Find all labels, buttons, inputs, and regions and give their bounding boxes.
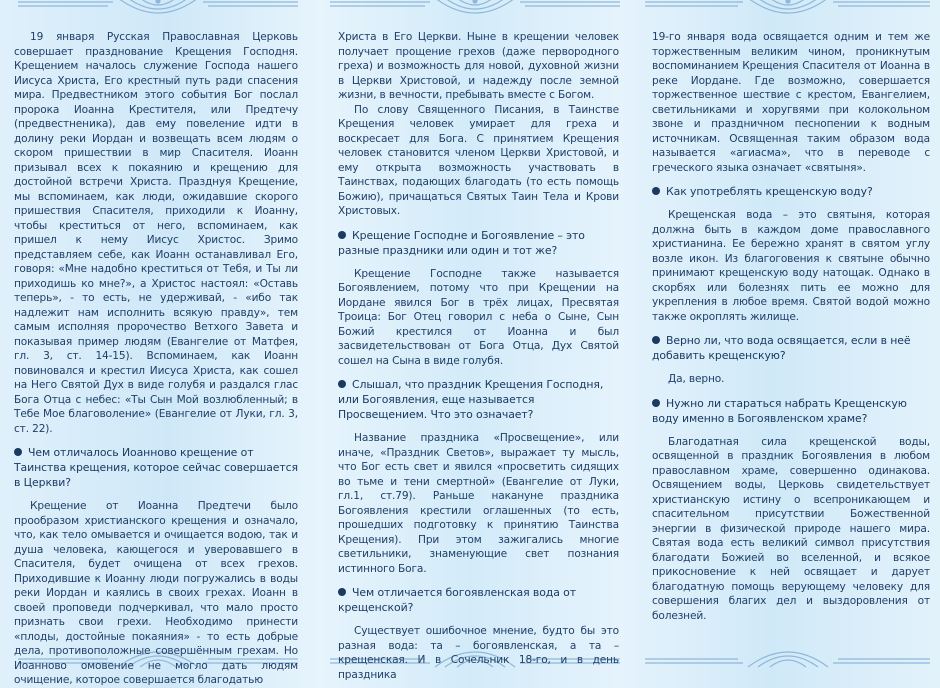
paragraph: Христа в Его Церкви. Ныне в крещении человек получает прощение грехов (даже первородного греха) и возможность для новой, духовной жизни в Церкви Христовой, и надежду после земной жизни, в вечности, пребывать вместе с Богом. — [338, 31, 619, 101]
paragraph: По слову Священного Писания, в Таинстве Крещения человек умирает для греха и воскресает для Бога. С принятием Крещения человек становится членом Церкви Христовой, и ему открыта возможность участвовать в Таинствах, подающих благодать (то есть помощь Божию), причащаться Святых Таин Тела и Крови Христовых. — [338, 103, 619, 217]
paragraph: Существует ошибочное мнение, будто бы это разная вода: та – богоявленская, а та – крещенская. И в Сочельник 18-го, и в день праздника — [338, 625, 619, 681]
block-spacer — [652, 426, 930, 435]
question-heading — [338, 228, 619, 258]
block-spacer — [338, 368, 619, 377]
paragraph: 19-го января вода освящается одним и тем же торжественным великим чином, проникнутым воспоминанием Крещения Спасителя от Иоанна в реке Иордане. Где возможно, совершается торжественное шествие с крестом, Евангелием, светильниками и хоругвями при колокольном звоне и праздничном песнопении к водным источникам. Освященная таким образом вода называется «агиасма», что в переводе с греческого языка означает «святыня». — [652, 31, 930, 174]
text-column-1 — [0, 0, 314, 686]
question-text: Как употреблять крещенскую воду? — [666, 185, 873, 198]
paragraph: Название праздника «Просвещение», или иначе, «Праздник Светов», выражает ту мысль, что Бог есть свет и явился «просветить сидящих во тьме и тени смертной» (Евангелие от Луки, гл.1, ст.79). Раньше накануне праздника Богоявления крестили оглашенных (то есть, прошедших подготовку к принятию Таинства Крещения). При этом зажигались многие светильники, знаменующие свет познания истинного Бога. — [338, 432, 619, 575]
block-spacer — [14, 436, 298, 445]
question-heading — [652, 333, 930, 363]
question-text: Чем отличалось Иоанново крещение от Таинства крещения, которое сейчас совершается в Церкви? — [14, 446, 298, 489]
block-spacer — [652, 199, 930, 208]
block-spacer — [652, 324, 930, 333]
question-text: Чем отличается богоявленская вода от крещенской? — [338, 586, 576, 614]
bullet-icon — [652, 187, 660, 195]
block-spacer — [338, 422, 619, 431]
bullet-icon — [338, 231, 346, 239]
bullet-icon — [338, 588, 346, 596]
paragraph: Благодатная сила крещенской воды, освященной в праздник Богоявления в любом православном храме, совершенно одинакова. Освящением воды, Церковь свидетельствует христианскую истину о всепроникающем и спасительном присутствии Божественной энергии в физической природе нашего мира. Святая вода есть великий символ присутствия благодати Божией во вселенной, и всякое прикосновение к ней освящает и дарует благодатную помощь верующему человеку для совершения благих дел и выздоровления от болезней. — [652, 435, 930, 622]
question-text: Нужно ли стараться набрать Крещенскую воду именно в Богоявленском храме? — [652, 396, 907, 425]
text-column-2 — [314, 0, 627, 681]
bullet-icon — [652, 399, 660, 407]
block-spacer — [652, 387, 930, 396]
block-spacer — [338, 576, 619, 585]
paragraph: Крещение Господне также называется Богоявлением, потому что при Крещении на Иордане явился Бог в трёх лицах, Пресвятая Троица: Бог Отец говорил с неба о Сыне, Сын Божий крестился от Иоанна и был засвидетельствован от Бога Отца, Дух Святой сошел на Сына в виде голубя. — [338, 267, 619, 367]
paragraph: Да, верно. — [668, 373, 725, 385]
bullet-icon — [14, 448, 22, 456]
question-heading — [652, 184, 930, 199]
question-heading — [14, 445, 298, 490]
paragraph: Крещенская вода – это святыня, которая должна быть в каждом доме православного христианина. Ее бережно хранят в святом углу возле икон. Из благоговения к святыне обычно принимают крещенскую воду натощак. Однако в скорбях или болезнях пить ее можно для укрепления в любое время. Святой водой можно также окроплять жилище. — [652, 209, 930, 323]
question-text: Верно ли, что вода освящается, если в неё добавить крещенскую? — [652, 334, 911, 362]
question-heading — [338, 585, 619, 615]
block-spacer — [14, 490, 298, 499]
block-spacer — [338, 258, 619, 267]
block-spacer — [338, 219, 619, 228]
question-heading — [338, 377, 619, 422]
question-heading — [652, 396, 930, 426]
paragraph: Крещение от Иоанна Предтечи было прообразом христианского крещения и означало, что, как тело омывается и очищается водою, так и душа человека, кающегося и уверовавшего в Спасителя, будет очищена от всех грехов. Приходившие к Иоанну люди погружались в воды реки Иордан и каялись в своих грехах. Иоанн в своей проповеди подчеркивал, что мало просто признать свои грехи. Необходимо принести «плоды, достойные покаяния» - то есть добрые дела, противоположные совершённым грехам. Но Иоанново омовение не могло дать людям очищение, которое совершается благодатью — [14, 500, 298, 686]
block-spacer — [652, 175, 930, 184]
block-spacer — [652, 363, 930, 372]
block-spacer — [338, 615, 619, 624]
question-text: Крещение Господне и Богоявление – это разные праздники или один и тот же? — [338, 228, 585, 257]
text-column-3 — [627, 0, 940, 665]
question-text: Слышал, что праздник Крещения Господня, или Богоявления, еще называется Просвещением. Что это означает? — [338, 378, 604, 421]
bullet-icon — [652, 336, 660, 344]
paragraph: 19 января Русская Православная Церковь совершает празднование Крещения Господня. Крещением началось служение Господа нашего Иисуса Христа, Его крестный путь ради спасения мира. Предвестником этого события Бог послал пророка Иоанна Крестителя, или Предтечу (предвестненика), дав ему повеление идти в долину реки Иордан и возвещать всем людям о скором пришествии в мир Спасителя. Иоанн призывал всех к покаянию и крещению для достойной встречи Христа. Празднуя Крещение, мы вспоминаем, как люди, ожидавшие скорого пришествия Спасителя, приходили к Иоанну, чтобы креститься от него, вспоминаем, как пришел к нему Иисус Христос. Зримо представляем себе, как Иоанн останавливал Его, говоря: «Мне надобно креститься от Тебя, и Ты ли приходишь ко мне?», а Христос настоял: «Оставь теперь», - то есть, не удерживай, - «ибо так надлежит нам исполнить всякую правду», тем самым исполняя пророчество Ветхого Завета и показывая пример людям (Евангелие от Матфея, гл. 3, ст. 14-15). Вспоминаем, как Иоанн повиновался и крестил Иисуса Христа, как сошел на Него Святой Дух в виде голубя и раздался глас Бога Отца с небес: «Ты Сын Мой возлюбленный; в Тебе Мое благоволение» (Евангелие от Луки, гл. 3, ст. 22). — [14, 31, 298, 435]
bullet-icon — [338, 380, 346, 388]
